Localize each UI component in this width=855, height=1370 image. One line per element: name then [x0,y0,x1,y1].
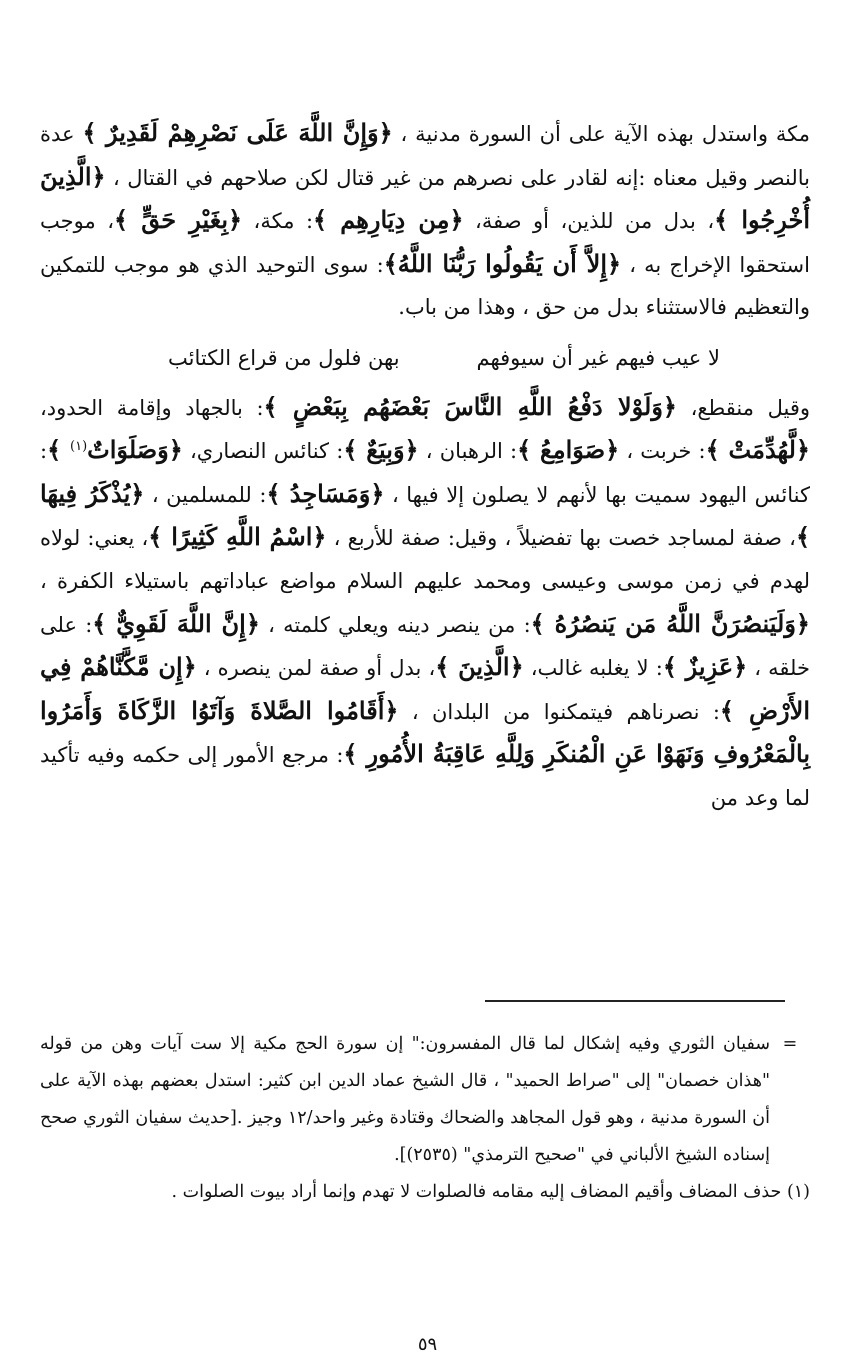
quran-verse: ﴿الَّذِينَ أُخْرِجُوا ﴾ [40,161,811,235]
poem-verse [40,337,810,380]
quran-verse: ﴿صَوَامِعُ ﴾ [517,435,620,465]
quran-verse: ﴿لَّهُدِّمَتْ ﴾ [705,435,810,465]
continuation-mark: = [782,1034,798,1054]
quran-verse: ﴿إِن مَّكَّنَّاهُمْ فِي الأَرْضِ ﴾ [40,652,810,725]
text-run: : خربت ، [619,439,706,464]
quran-verse: ﴿إِنَّ اللَّهَ لَقَوِيٌّ ﴾ [92,608,260,638]
text-run: : من ينصر دينه ويعلي كلمته ، [259,612,531,637]
text-run: : مرجع الأمور إلى حكمه وفيه تأكيد لما وعد من [40,743,810,810]
poem-second-hemistich: بهن فلول من قراع الكتائب [168,345,400,370]
text-run: عدة بالنصر وقيل معناه :إنه لقادر على نصرهم من غير قتال لكن صلاحهم في القتال ، [40,122,810,190]
text-run: : نصرناهم فيتمكنوا من البلدان ، [398,699,720,724]
footnote-reference[interactable]: (١) [70,439,88,455]
page-number: ٥٩ [417,1334,438,1355]
footnote-separator [485,1000,785,1002]
text-run: : على خلقه ، [40,612,810,681]
main-text [40,112,810,820]
text-run: : كنائس اليهود سميت بها لأنهم لا يصلون إلا فيها ، [40,439,810,507]
text-run: ، بدل أو صفة لمن ينصره ، [196,656,436,681]
footnote-1 [40,1174,810,1211]
quran-verse: ﴿يُذْكَرُ فِيهَا ﴾ [40,478,811,552]
quran-verse: ﴿الَّذِينَ ﴾ [435,652,524,682]
text-run: : للمسلمين ، [144,482,267,507]
quran-verse: ﴿وَبِيَعٌ ﴾ [343,435,419,465]
quran-verse-close: ﴾ [47,435,71,465]
poem-first-hemistich: لا عيب فيهم غير أن سيوفهم [476,345,720,370]
paragraph-1 [40,112,810,329]
quran-verse: ﴿إِلاَّ أَن يَقُولُوا رَبُّنَا اللَّهُ﴾ [383,248,622,278]
paragraph-2 [40,386,810,820]
footnote-continuation [40,1026,810,1174]
quran-verse: ﴿وَلَوْلا دَفْعُ اللَّهِ النَّاسَ بَعْضَهُم بِبَعْضٍ ﴾ [263,391,677,421]
quran-verse: ﴿مِن دِيَارِهِم ﴾ [313,205,464,235]
text-run: : سوى التوحيد الذي هو موجب للتمكين والتعظيم فالاستثناء بدل من حق ، وهذا من باب. [40,252,810,320]
quran-verse: ﴿بِغَيْرِ حَقٍّ ﴾ [113,205,243,235]
footnote-1-number: (١) [786,1182,810,1202]
text-run: : مكة، [242,209,314,234]
quran-verse: ﴿اسْمُ اللَّهِ كَثِيرًا ﴾ [148,522,327,552]
text-run: ، يعني: لولاه لهدم في زمن موسى وعيسى ومحمد عليهم السلام مواضع عباداتهم باستيلاء الكفرة ، [40,526,810,593]
quran-verse: ﴿وَلَيَنصُرَنَّ اللَّهُ مَن يَنصُرُهُ ﴾ [530,608,810,638]
quran-verse: ﴿وَصَلَوَاتٌ [87,435,183,465]
text-run: مكة واستدل بهذه الآية على أن السورة مدنية ، [392,122,810,146]
text-run: : الرهبان ، [418,439,518,464]
text-run: : بالجهاد وإقامة الحدود، [40,395,264,420]
text-run: : كنائس النصاري، [182,439,344,464]
footnote-continuation-text: سفيان الثوري وفيه إشكال لما قال المفسرون:" إن سورة الحج مكية إلا ست آيات وهن من قوله "هذان خصمان" إلى "صراط الحميد" ، قال الشيخ عماد الدين ابن كثير: استدل بعضهم بهذه الآية على أن السورة مدنية ، وهو قول المجاهد والضحاك وقتادة وغير واحد/١٢ وجيز .[حديث سفيان الثوري صحح إسناده الشيخ الألباني في "صحيح الترمذي" (٢٥٣٥)]. [40,1034,770,1165]
quran-verse: ﴿عَزِيزٌ ﴾ [662,652,748,682]
quran-verse: ﴿أَقَامُوا الصَّلاةَ وَآتَوُا الزَّكَاةَ وَأَمَرُوا بِالْمَعْرُوفِ وَنَهَوْا عَنِ الْمُنكَرِ وَلِلَّهِ عَاقِبَةُ الأُمُورِ ﴾ [40,695,810,769]
text-run: وقيل منقطع، [676,395,810,420]
quran-verse: ﴿وَمَسَاجِدُ ﴾ [266,478,385,508]
footnote-1-text: حذف المضاف وأقيم المضاف إليه مقامه فالصلوات لا تهدم وإنما أراد بيوت الصلوات . [171,1182,787,1202]
text-run: ، صفة لمساجد خصت بها تفضيلاً ، وقيل: صفة للأربع ، [326,526,796,551]
footnotes [40,1026,810,1211]
text-run: : لا يغلبه غالب، [523,656,663,681]
text-run: ، بدل من للذين، أو صفة، [463,209,715,234]
text-run: ، موجب استحقوا الإخراج به ، [40,209,810,277]
quran-verse: ﴿وَإِنَّ اللَّهَ عَلَى نَصْرِهِمْ لَقَدِيرٌ ﴾ [82,118,393,147]
